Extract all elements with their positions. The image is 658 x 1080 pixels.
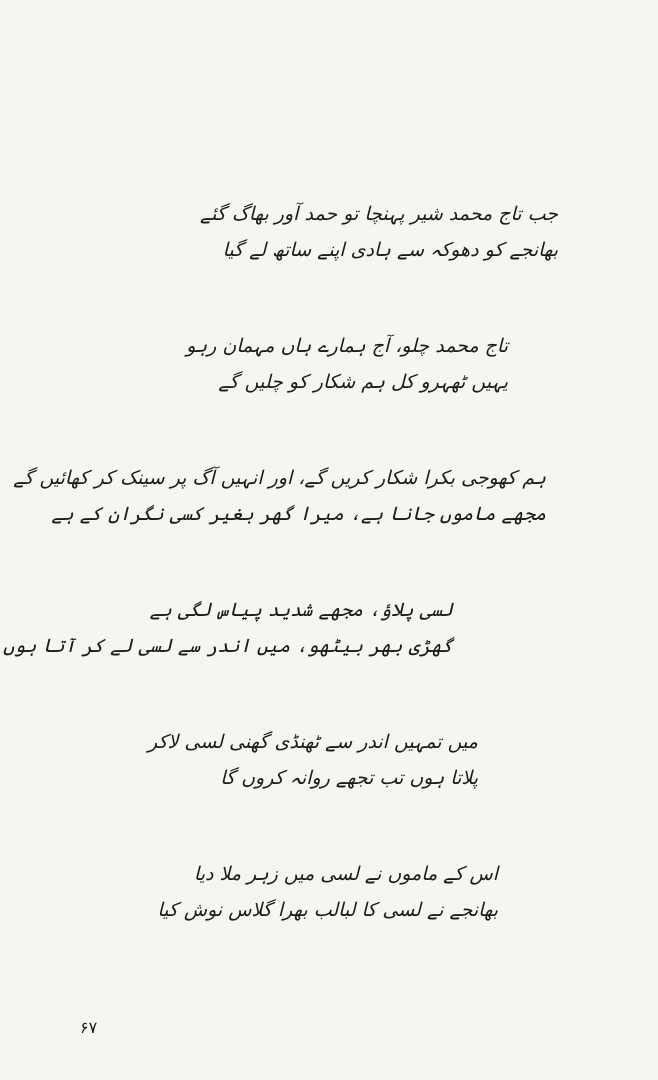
- stanza-2: [186, 328, 508, 400]
- stanza-4-line-1: لسی پلاؤ، مجھے شدید پیاس لگی ہے: [149, 599, 453, 621]
- stanza-2-line-2: یہیں ٹھہرو کل ہم شکار کو چلیں گے: [218, 371, 508, 393]
- stanza-1: [200, 196, 558, 268]
- stanza-3: [13, 460, 546, 532]
- stanza-6-line-1: اس کے ماموں نے لسی میں زہر ملا دیا: [193, 863, 498, 885]
- stanza-2-line-1: تاج محمد چلو، آج ہمارے ہاں مہمان رہو: [186, 335, 508, 357]
- stanza-4-line-2: گھڑی بھر بیٹھو، میں اندر سے لسی لے کر آتا ہوں: [2, 635, 453, 657]
- stanza-5-line-2: پلاتا ہوں تب تجھے روانہ کروں گا: [220, 767, 478, 789]
- stanza-1-line-1: جب تاج محمد شیر پہنچا تو حمد آور بھاگ گئے: [199, 203, 558, 225]
- stanza-5: [148, 724, 478, 796]
- stanza-3-line-1: ہم کھوجی بکرا شکار کریں گے، اور انہیں آگ پر سینک کر کھائیں گے: [13, 467, 546, 489]
- page-number: ۶۷: [80, 1018, 98, 1037]
- stanza-5-line-1: میں تمہیں اندر سے ٹھنڈی گھنی لسی لاکر: [148, 731, 478, 753]
- stanza-4: [3, 592, 453, 664]
- stanza-1-line-2: بھانجے کو دھوکہ سے ہادی اپنے ساتھ لے گیا: [222, 239, 558, 261]
- stanza-6-line-2: بھانجے نے لسی کا لبالب بھرا گلاس نوش کیا: [157, 899, 498, 921]
- stanza-6: [157, 856, 498, 928]
- stanza-3-line-2: مجھے ماموں جانا ہے، میرا گھر بغیر کسی نگران کے ہے: [51, 503, 546, 525]
